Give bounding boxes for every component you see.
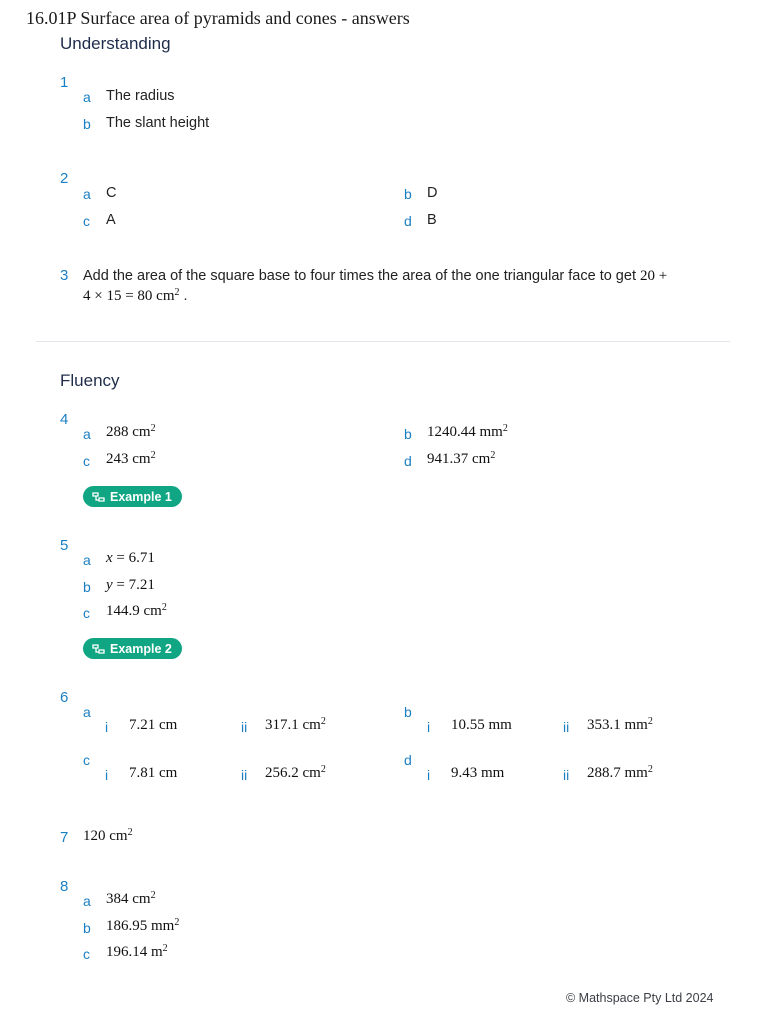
subpart-label: i — [105, 767, 109, 783]
math-answer: 7.21 cm — [129, 717, 178, 733]
answer-text: A — [106, 212, 116, 228]
answer-paragraph — [83, 266, 713, 306]
part-label: a — [83, 893, 91, 909]
math-answer: 120 $cm^2$ — [83, 827, 133, 844]
math-answer: 353.1 $mm^2$ — [587, 716, 653, 733]
part-label: d — [404, 213, 412, 229]
part-label: b — [83, 116, 91, 132]
part-label: a — [83, 186, 91, 202]
part-label: d — [404, 752, 412, 768]
example-2-badge[interactable] — [83, 638, 182, 659]
math-answer: 144.9 $cm^2$ — [106, 602, 167, 619]
subpart-label: ii — [563, 719, 570, 735]
math-expression: 4 × 15 = 80 $cm^2$ — [83, 287, 180, 304]
question-number: 5 — [60, 537, 69, 554]
question-number: 7 — [60, 829, 69, 846]
subpart-label: i — [105, 719, 109, 735]
math-answer: 196.14 $m^2$ — [106, 943, 168, 960]
badge-label: Example 2 — [110, 641, 172, 656]
math-answer: x = 6.71 — [106, 550, 155, 566]
part-label: c — [83, 752, 90, 768]
part-label: a — [83, 552, 91, 568]
subpart-label: i — [427, 767, 431, 783]
subpart-label: ii — [563, 767, 570, 783]
math-answer: 288 $cm^2$ — [106, 423, 156, 440]
example-link-icon — [92, 491, 105, 502]
question-number: 4 — [60, 411, 69, 428]
math-answer: 7.81 cm — [129, 765, 178, 781]
answer-text: C — [106, 185, 117, 201]
part-label: b — [83, 579, 91, 595]
badge-label: Example 1 — [110, 489, 172, 504]
question-number: 8 — [60, 878, 69, 895]
question-number: 2 — [60, 170, 69, 187]
part-label: a — [83, 89, 91, 105]
math-answer: y = 7.21 — [106, 577, 155, 593]
math-answer: 243 $cm^2$ — [106, 450, 156, 467]
math-answer: 288.7 $mm^2$ — [587, 764, 653, 781]
section-divider — [36, 341, 730, 342]
section-heading-understanding: Understanding — [60, 34, 171, 53]
part-label: b — [404, 704, 412, 720]
question-number: 3 — [60, 267, 69, 284]
question-number: 6 — [60, 689, 69, 706]
math-answer: 317.1 $cm^2$ — [265, 716, 326, 733]
math-answer: 9.43 mm — [451, 765, 505, 781]
part-label: b — [83, 920, 91, 936]
math-answer: 384 $cm^2$ — [106, 890, 156, 907]
part-label: a — [83, 704, 91, 720]
answer-text: Add the area of the square base to four times the area of the one triangular face to get — [83, 268, 636, 284]
math-answer: 1240.44 $mm^2$ — [427, 423, 508, 440]
page-title: 16.01P Surface area of pyramids and cones - answers — [26, 8, 410, 28]
math-answer: 10.55 mm — [451, 717, 512, 733]
part-label: a — [83, 426, 91, 442]
answer-text: The radius — [106, 88, 175, 104]
subpart-label: ii — [241, 767, 248, 783]
part-label: d — [404, 453, 412, 469]
section-heading-fluency: Fluency — [60, 371, 120, 390]
example-1-badge[interactable] — [83, 486, 182, 507]
copyright-footer: © Mathspace Pty Ltd 2024 — [566, 991, 714, 1005]
sentence-end: . — [183, 288, 188, 304]
answer-text: B — [427, 212, 437, 228]
subpart-label: i — [427, 719, 431, 735]
question-number: 1 — [60, 74, 69, 91]
answer-text: The slant height — [106, 115, 210, 131]
part-label: c — [83, 453, 90, 469]
part-label: c — [83, 213, 90, 229]
math-answer: 256.2 $cm^2$ — [265, 764, 326, 781]
part-label: b — [404, 426, 412, 442]
part-label: c — [83, 605, 90, 621]
part-label: b — [404, 186, 412, 202]
math-answer: 186.95 $mm^2$ — [106, 917, 180, 934]
answer-text: D — [427, 185, 438, 201]
subpart-label: ii — [241, 719, 248, 735]
math-answer: 941.37 $cm^2$ — [427, 450, 496, 467]
math-expression: 20 + — [640, 268, 668, 284]
part-label: c — [83, 946, 90, 962]
example-link-icon — [92, 643, 105, 654]
